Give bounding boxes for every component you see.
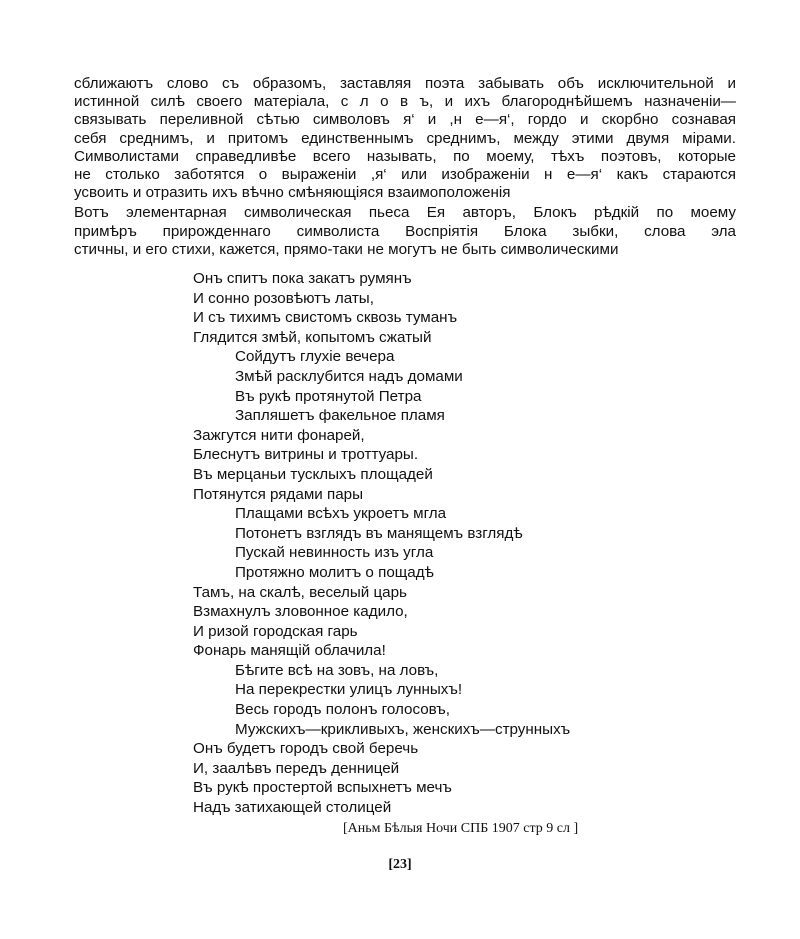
paragraph-line: примѣръ прирожденнаго символиста Воспрiятiя Блока зыбки, слова эла: [74, 222, 736, 240]
poem-line: Потянутся рядами пары: [193, 485, 363, 503]
poem-line: Запляшетъ факельное пламя: [235, 407, 445, 425]
paragraph-line: Вотъ элементарная символическая пьеса Ея авторъ, Блокъ рѣдкiй по моему: [74, 204, 736, 222]
poem-line: Весь городъ полонъ голосовъ,: [235, 701, 450, 719]
paragraph-line: сближаютъ слово съ образомъ, заставляя поэта забывать объ исключительной и: [74, 75, 736, 92]
poem-line: Взмахнулъ зловонное кадило,: [193, 603, 408, 621]
poem-line: И ризой городская гарь: [193, 622, 358, 640]
prose-text: [74, 75, 736, 259]
poem-stanza: [193, 661, 570, 739]
poem-line: Блеснутъ витрины и троттуары.: [193, 446, 419, 464]
poem-line: Тамъ, на скалѣ, веселый царь: [193, 583, 407, 601]
paragraph-line: себя среднимъ, и притомъ единственнымъ среднимъ, между этими двумя мiрами.: [74, 129, 736, 147]
poem-line: Мужскихъ—крикливыхъ, женскихъ—струнныхъ: [235, 720, 571, 738]
poem-line: Фонарь манящiй облачила!: [193, 642, 386, 660]
poem-line: И сонно розовѣютъ латы,: [193, 289, 374, 307]
poem-line: На перекрестки улицъ лунныхъ!: [235, 681, 463, 699]
poem-line: Въ рукѣ простертой вспыхнетъ мечъ: [193, 779, 452, 797]
poem-source-citation: [Аньм Бѣлыя Ночи СПБ 1907 стр 9 сл ]: [343, 821, 579, 836]
poem-line: Въ рукѣ протянутой Петра: [235, 387, 422, 405]
poem-stanza: [193, 583, 570, 661]
paragraph-line: связывать переливной сѣтью символовъ я‘ и ,н е—я‘, гордо и скорбно сознавая: [74, 111, 736, 129]
poem: [193, 269, 570, 818]
poem-line: Змѣй расклубится надъ домами: [235, 367, 463, 385]
poem-line: Глядится змѣй, копытомъ сжатый: [193, 328, 432, 346]
poem-stanza: [193, 347, 570, 425]
poem-line: И съ тихимъ свистомъ сквозь туманъ: [193, 309, 458, 327]
paragraph-line: истинной силѣ своего матерiала, с л о в ъ, и ихъ благороднѣйшемъ назначенiи—: [74, 93, 736, 111]
poem-stanza: [193, 269, 570, 347]
paragraph: [74, 204, 736, 259]
poem-line: Сойдутъ глухiе вечера: [235, 348, 395, 366]
poem-line: Протяжно молитъ о пощадѣ: [235, 563, 434, 581]
poem-line: И, заалѣвъ передъ денницей: [193, 759, 400, 777]
poem-line: Онъ спитъ пока закатъ румянъ: [193, 270, 412, 287]
poem-line: Потонетъ взглядъ въ манящемъ взглядѣ: [235, 524, 523, 542]
poem-line: Бѣгите всѣ на зовъ, на ловъ,: [235, 661, 439, 679]
poem-stanza: [193, 426, 570, 504]
paragraph-line: стичны, и его стихи, кажется, прямо-таки не могутъ не быть символическими: [74, 240, 619, 258]
paragraph-line: Символистами справедливѣе всего называть, по моему, тѣхъ поэтовъ, которые: [74, 147, 736, 165]
poem-stanza: [193, 504, 570, 582]
poem-line: Зажгутся нити фонарей,: [193, 426, 365, 444]
poem-line: Въ мерцаньи тусклыхъ площадей: [193, 465, 433, 483]
paragraph-line: не столько заботятся о выраженiи ,я‘ или изображенiи н е—я‘ какъ стараются: [74, 166, 736, 184]
poem-line: Надъ затихающей столицей: [193, 799, 392, 817]
poem-line: Пускай невинность изъ угла: [235, 544, 434, 562]
poem-stanza: [193, 739, 570, 817]
poem-line: Плащами всѣхъ укроетъ мгла: [235, 505, 447, 523]
paragraph-line: усвоить и отразить ихъ вѣчно смѣняющiяся взаимоположенiя: [74, 184, 511, 202]
paragraph: [74, 75, 736, 202]
poem-line: Онъ будетъ городъ свой беречь: [193, 740, 419, 758]
page-number: [23]: [388, 857, 412, 872]
